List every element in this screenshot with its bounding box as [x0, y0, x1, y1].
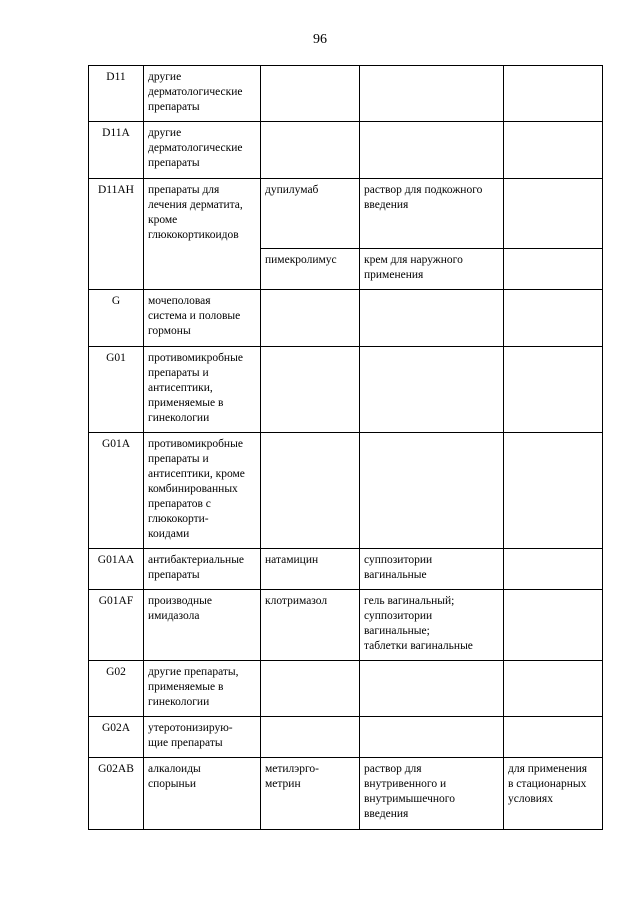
note: для применения в стационарных условиях	[504, 758, 603, 830]
drug-name	[261, 661, 360, 717]
atc-code: D11A	[89, 122, 144, 179]
table-row	[89, 661, 603, 717]
table-row	[89, 549, 603, 590]
dosage-form: раствор для внутривенного и внутримышечного введения	[360, 758, 504, 830]
note	[504, 433, 603, 549]
group-name: препараты для лечения дерматита, кроме глюкокортикоидов	[144, 179, 261, 290]
drug-name	[261, 717, 360, 758]
group-name: антибактериальные препараты	[144, 549, 261, 590]
atc-code: G01AA	[89, 549, 144, 590]
dosage-form	[360, 661, 504, 717]
table-row	[89, 758, 603, 830]
dosage-form	[360, 433, 504, 549]
page-number: 96	[313, 32, 327, 47]
dosage-form	[360, 122, 504, 179]
drug-table	[88, 65, 603, 830]
atc-code: G02AB	[89, 758, 144, 830]
table-row	[89, 122, 603, 179]
drug-name: натамицин	[261, 549, 360, 590]
table-row	[89, 290, 603, 347]
group-name: другие дерматологические препараты	[144, 66, 261, 122]
group-name: другие препараты, применяемые в гинекологии	[144, 661, 261, 717]
note	[504, 590, 603, 661]
group-name: мочеполовая система и половые гормоны	[144, 290, 261, 347]
table-row	[89, 717, 603, 758]
group-name: противомикробные препараты и антисептики, применяемые в гинекологии	[144, 347, 261, 433]
atc-code: G	[89, 290, 144, 347]
table-row	[89, 433, 603, 549]
drug-name	[261, 290, 360, 347]
atc-code: D11	[89, 66, 144, 122]
note	[504, 549, 603, 590]
drug-name: метилэрго- метрин	[261, 758, 360, 830]
atc-code: G01A	[89, 433, 144, 549]
group-name: противомикробные препараты и антисептики, кроме комбинированных препаратов с глюкокорти- коидами	[144, 433, 261, 549]
atc-code: D11AH	[89, 179, 144, 290]
table-row	[89, 179, 603, 249]
group-name: утеротонизирую- щие препараты	[144, 717, 261, 758]
note	[504, 717, 603, 758]
atc-code: G02A	[89, 717, 144, 758]
drug-name	[261, 122, 360, 179]
note	[504, 66, 603, 122]
atc-code: G01	[89, 347, 144, 433]
note	[504, 122, 603, 179]
group-name: производные имидазола	[144, 590, 261, 661]
note	[504, 661, 603, 717]
atc-code: G01AF	[89, 590, 144, 661]
dosage-form	[360, 347, 504, 433]
group-name: другие дерматологические препараты	[144, 122, 261, 179]
dosage-form: суппозитории вагинальные	[360, 549, 504, 590]
note	[504, 347, 603, 433]
table-row	[89, 347, 603, 433]
note	[504, 179, 603, 249]
note	[504, 249, 603, 290]
group-name: алкалоиды спорыньи	[144, 758, 261, 830]
atc-code: G02	[89, 661, 144, 717]
drug-name: дупилумаб	[261, 179, 360, 249]
drug-name	[261, 347, 360, 433]
drug-name: клотримазол	[261, 590, 360, 661]
table-row	[89, 66, 603, 122]
dosage-form	[360, 290, 504, 347]
dosage-form: крем для наружного применения	[360, 249, 504, 290]
table-row	[89, 590, 603, 661]
dosage-form: раствор для подкожного введения	[360, 179, 504, 249]
dosage-form: гель вагинальный; суппозитории вагинальные; таблетки вагинальные	[360, 590, 504, 661]
dosage-form	[360, 717, 504, 758]
drug-name: пимекролимус	[261, 249, 360, 290]
drug-name	[261, 66, 360, 122]
dosage-form	[360, 66, 504, 122]
drug-name	[261, 433, 360, 549]
note	[504, 290, 603, 347]
